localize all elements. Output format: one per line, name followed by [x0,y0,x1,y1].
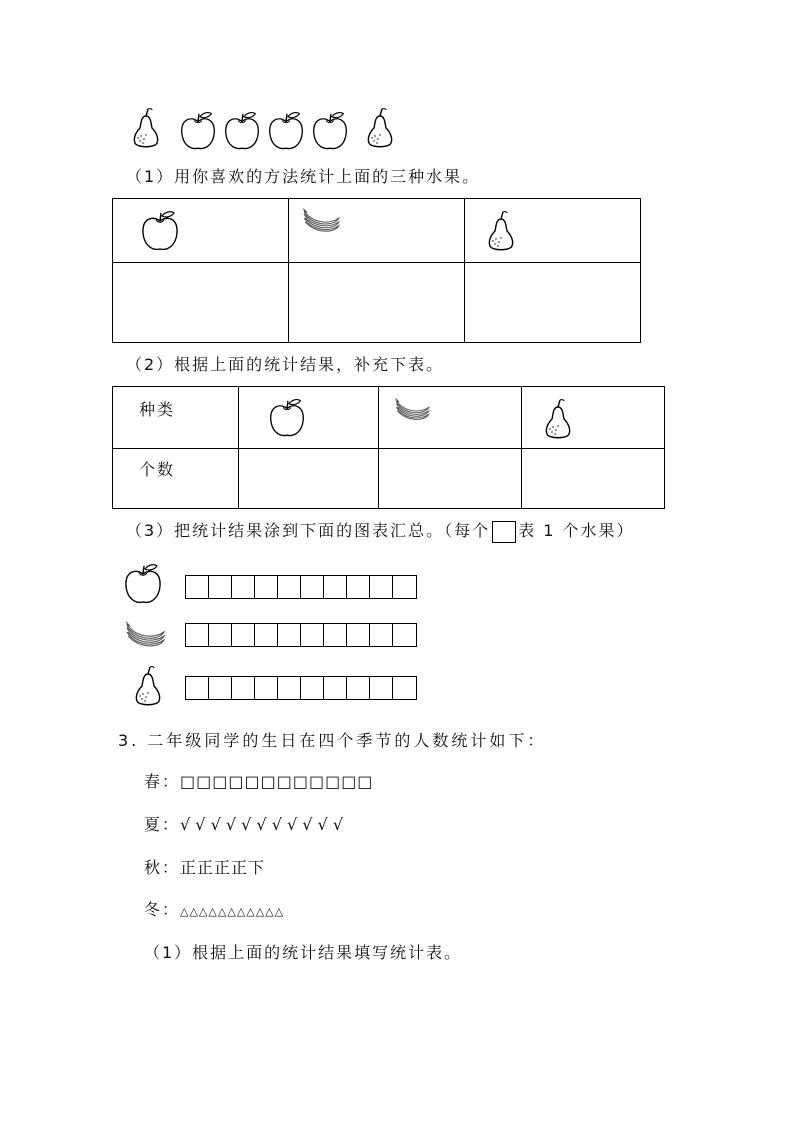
tally-table [112,198,641,343]
season-summer [144,812,343,835]
bar-cell[interactable] [370,677,393,699]
fruit-row [130,104,400,150]
banana-icon [393,395,433,423]
bar-cell[interactable] [278,677,301,699]
apple-icon [139,209,181,253]
bar-cell[interactable] [186,576,209,598]
tally-banana-answer[interactable] [289,263,465,343]
tally-pear-answer[interactable] [465,263,641,343]
part3-heading [126,518,635,543]
apple-icon [222,110,262,152]
pear-icon [485,209,517,253]
season-marks: 正正正正下 [180,858,266,877]
apple-icon [266,110,306,152]
banana-icon [124,618,168,650]
part3-heading-after: 表 1 个水果） [518,521,635,540]
bar-cell[interactable] [324,624,347,646]
pear-icon [542,397,574,441]
row-label-cell [113,449,239,509]
apple-icon [267,397,307,439]
count-pear-answer[interactable] [522,449,665,509]
bar-cell[interactable] [232,576,255,598]
apple-icon [310,110,350,152]
q3-sub1: （1）根据上面的统计结果填写统计表。 [144,943,463,962]
count-banana-header [379,387,522,449]
tally-banana-cell [289,199,465,263]
bar-cell[interactable] [324,576,347,598]
bar-cell[interactable] [255,624,278,646]
count-pear-header [522,387,665,449]
bar-cell[interactable] [370,576,393,598]
apple-bar[interactable] [185,575,417,599]
bar-cell[interactable] [278,576,301,598]
banana-icon [301,205,343,235]
bar-cell[interactable] [255,677,278,699]
count-table [112,386,665,509]
season-label: 春： [144,772,181,791]
season-winter [144,897,284,920]
bar-cell[interactable] [255,576,278,598]
season-marks: □□□□□□□□□□□□ [180,772,374,791]
bar-cell[interactable] [278,624,301,646]
season-marks: △△△△△△△△△△△ [180,905,285,918]
bar-cell[interactable] [347,624,370,646]
tally-apple-answer[interactable] [113,263,289,343]
bar-cell[interactable] [393,677,416,699]
kind-label: 种类 [139,400,176,419]
bar-cell[interactable] [209,576,232,598]
bar-cell[interactable] [347,576,370,598]
pear-icon [364,106,396,150]
bar-cell[interactable] [347,677,370,699]
season-label: 夏： [144,815,181,834]
apple-icon [122,562,164,606]
tally-pear-cell [465,199,641,263]
pear-bar[interactable] [185,676,417,700]
part1-heading: （1）用你喜欢的方法统计上面的三种水果。 [126,167,481,186]
row-label-cell [113,387,239,449]
bar-cell[interactable] [393,576,416,598]
count-apple-header [239,387,379,449]
bar-cell[interactable] [301,677,324,699]
part3-heading-before: （3）把统计结果涂到下面的图表汇总。（每个 [126,521,491,540]
bar-cell[interactable] [232,624,255,646]
bar-cell[interactable] [186,677,209,699]
season-spring [144,769,373,792]
count-label: 个数 [139,460,176,479]
bar-cell[interactable] [324,677,347,699]
pear-icon [132,664,164,708]
count-apple-answer[interactable] [239,449,379,509]
pear-icon [130,106,162,150]
bar-cell[interactable] [393,624,416,646]
season-label: 冬： [144,900,181,919]
bar-cell[interactable] [301,624,324,646]
part2-heading: （2）根据上面的统计结果，补充下表。 [126,355,445,374]
bar-cell[interactable] [186,624,209,646]
season-marks: √ √ √ √ √ √ √ √ √ √ √ [180,815,344,834]
q3-title: 3. 二年级同学的生日在四个季节的人数统计如下： [118,731,547,750]
bar-cell[interactable] [209,624,232,646]
count-banana-answer[interactable] [379,449,522,509]
apple-icon [178,110,218,152]
bar-cell[interactable] [370,624,393,646]
bar-cell[interactable] [232,677,255,699]
banana-bar[interactable] [185,623,417,647]
season-label: 秋： [144,858,181,877]
bar-cell[interactable] [301,576,324,598]
season-autumn [144,855,265,878]
tally-apple-cell [113,199,289,263]
bar-cell[interactable] [209,677,232,699]
legend-box [492,521,516,543]
